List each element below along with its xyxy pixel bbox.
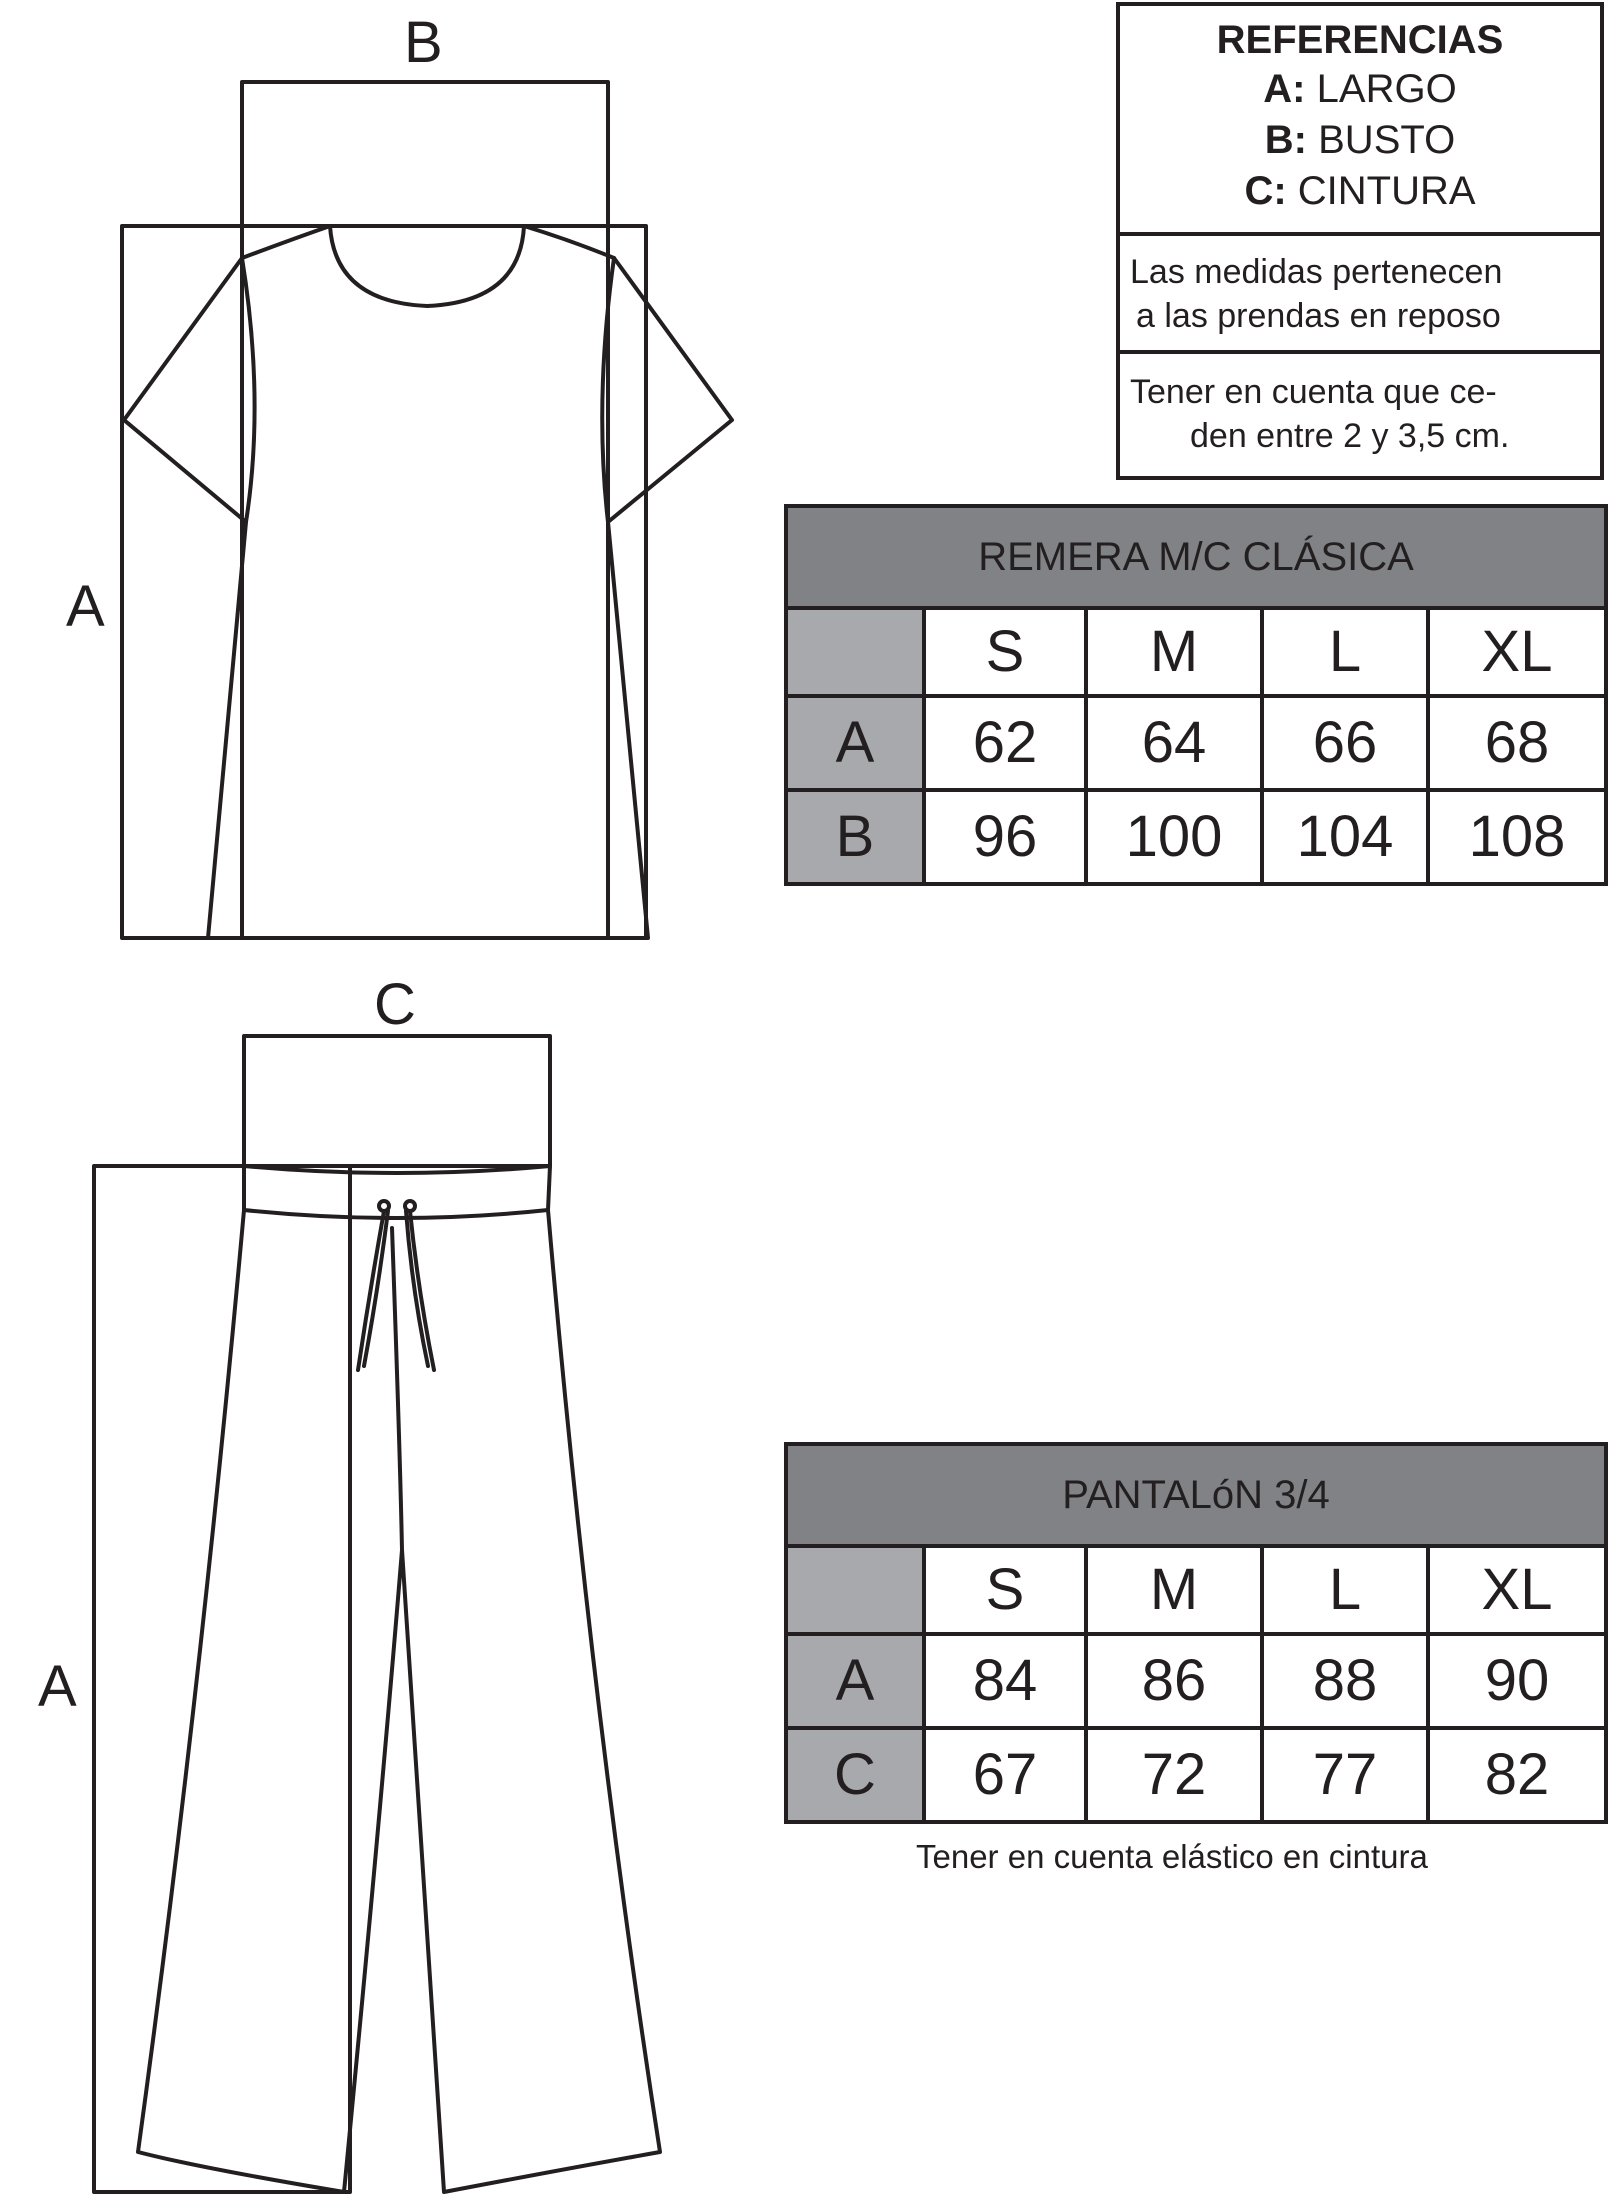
- table-cell: 104: [1262, 790, 1428, 884]
- pants-length-label: A: [38, 1654, 77, 1719]
- reference-item: C: CINTURA: [1244, 169, 1476, 213]
- table-cell: 86: [1086, 1634, 1262, 1728]
- pants-size-table: [784, 1442, 1608, 1824]
- pants-length-measure-box: [94, 1166, 350, 2192]
- reference-item: A: LARGO: [1263, 67, 1457, 111]
- shirt-bust-measure-box: [242, 82, 608, 938]
- shirt-bust-label: B: [404, 10, 443, 75]
- shirt-length-label: A: [66, 574, 105, 639]
- reference-item: B: BUSTO: [1264, 118, 1456, 162]
- corner-cell: [786, 608, 924, 696]
- table-cell: 77: [1262, 1728, 1428, 1822]
- row-label: B: [786, 790, 924, 884]
- size-header: S: [924, 608, 1086, 696]
- size-header: L: [1262, 1546, 1428, 1634]
- table-row: [786, 1634, 1606, 1728]
- shirt-length-measure-box: [122, 226, 646, 938]
- table-cell: 64: [1086, 696, 1262, 790]
- table-cell: 72: [1086, 1728, 1262, 1822]
- pants-table-title: PANTALóN 3/4: [786, 1444, 1606, 1546]
- pants-waist-label: C: [374, 972, 416, 1037]
- table-cell: 100: [1086, 790, 1262, 884]
- table-row: [786, 696, 1606, 790]
- table-cell: 90: [1428, 1634, 1606, 1728]
- row-label: C: [786, 1728, 924, 1822]
- table-cell: 62: [924, 696, 1086, 790]
- table-cell: 68: [1428, 696, 1606, 790]
- size-header: S: [924, 1546, 1086, 1634]
- shirt-size-table: [784, 504, 1608, 886]
- tshirt-outline: [124, 226, 732, 938]
- row-label: A: [786, 1634, 924, 1728]
- size-header: L: [1262, 608, 1428, 696]
- table-cell: 108: [1428, 790, 1606, 884]
- references-box: [1116, 2, 1604, 480]
- rest-note: Las medidas pertenecen a las prendas en reposo: [1120, 236, 1600, 354]
- size-header: M: [1086, 608, 1262, 696]
- shirt-table-title: REMERA M/C CLÁSICA: [786, 506, 1606, 608]
- table-cell: 82: [1428, 1728, 1606, 1822]
- stretch-note: Tener en cuenta que ce- den entre 2 y 3,5 cm.: [1130, 373, 1510, 455]
- table-row: [786, 790, 1606, 884]
- references-title: REFERENCIAS: [1216, 18, 1504, 62]
- table-row: [786, 1728, 1606, 1822]
- corner-cell: [786, 1546, 924, 1634]
- table-cell: 84: [924, 1634, 1086, 1728]
- table-cell: 66: [1262, 696, 1428, 790]
- size-header: XL: [1428, 608, 1606, 696]
- size-header: XL: [1428, 1546, 1606, 1634]
- pants-outline: [138, 1166, 660, 2192]
- table-cell: 67: [924, 1728, 1086, 1822]
- size-header: M: [1086, 1546, 1262, 1634]
- table-cell: 88: [1262, 1634, 1428, 1728]
- references-header: [1120, 6, 1600, 236]
- pants-waist-measure-box: [244, 1036, 550, 1166]
- row-label: A: [786, 696, 924, 790]
- table-cell: 96: [924, 790, 1086, 884]
- elastic-waist-note: Tener en cuenta elástico en cintura: [916, 1838, 1428, 1875]
